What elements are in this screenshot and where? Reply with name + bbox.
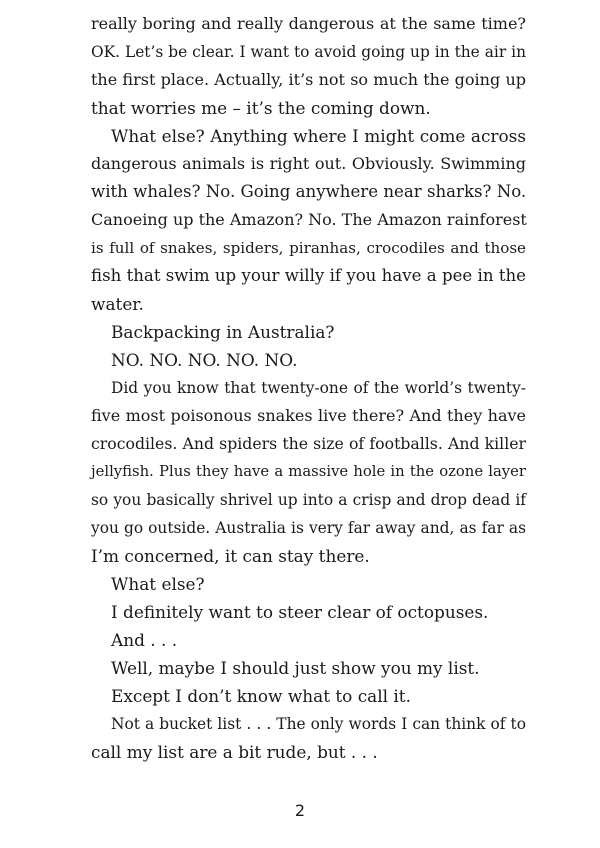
paragraph xyxy=(91,626,526,654)
page-number: 2 xyxy=(294,801,306,820)
paragraph xyxy=(91,598,526,626)
paragraph xyxy=(91,374,526,570)
text-line: Canoeing up the Amazon? No. The Amazon rainforest xyxy=(91,210,527,229)
paragraph xyxy=(91,570,526,598)
paragraph xyxy=(91,682,526,710)
text-line: NO. NO. NO. NO. NO. xyxy=(111,350,298,370)
text-line: that worries me – it’s the coming down. xyxy=(91,98,431,118)
text-line: fish that swim up your willy if you have a pee in the xyxy=(91,266,526,285)
text-line: What else? xyxy=(111,574,205,594)
text-line: I’m concerned, it can stay there. xyxy=(91,546,370,566)
text-line: water. xyxy=(91,294,144,314)
text-line: And . . . xyxy=(111,630,178,650)
text-line: crocodiles. And spiders the size of footballs. And killer xyxy=(91,434,526,453)
paragraph xyxy=(91,122,526,318)
paragraph xyxy=(91,318,526,346)
text-line: jellyfish. Plus they have a massive hole in the ozone layer xyxy=(91,463,526,480)
paragraph xyxy=(91,10,526,122)
text-line: Backpacking in Australia? xyxy=(111,322,335,342)
text-line: I definitely want to steer clear of octopuses. xyxy=(111,602,489,622)
text-line: OK. Let’s be clear. I want to avoid going up in the air in xyxy=(91,43,526,61)
paragraph xyxy=(91,346,526,374)
text-line: is full of snakes, spiders, piranhas, crocodiles and those xyxy=(91,239,526,257)
text-line: dangerous animals is right out. Obviously. Swimming xyxy=(91,154,526,173)
text-line: Well, maybe I should just show you my list. xyxy=(111,658,480,678)
paragraph xyxy=(91,710,526,766)
text-line: Not a bucket list . . . The only words I can think of to xyxy=(111,715,526,733)
text-line: five most poisonous snakes live there? And they have xyxy=(91,406,526,425)
text-line: so you basically shrivel up into a crisp and drop dead if xyxy=(91,491,526,509)
text-line: the first place. Actually, it’s not so much the going up xyxy=(91,70,526,89)
text-line: Did you know that twenty-one of the world’s twenty- xyxy=(111,379,526,397)
text-line: Except I don’t know what to call it. xyxy=(111,686,411,706)
text-line: you go outside. Australia is very far away and, as far as xyxy=(91,519,526,537)
text-line: What else? Anything where I might come across xyxy=(111,126,526,146)
text-line: really boring and really dangerous at the same time? xyxy=(91,14,526,33)
paragraph xyxy=(91,654,526,682)
text-line: with whales? No. Going anywhere near sharks? No. xyxy=(91,182,527,201)
text-line: call my list are a bit rude, but . . . xyxy=(91,742,378,762)
page-body xyxy=(91,10,526,766)
